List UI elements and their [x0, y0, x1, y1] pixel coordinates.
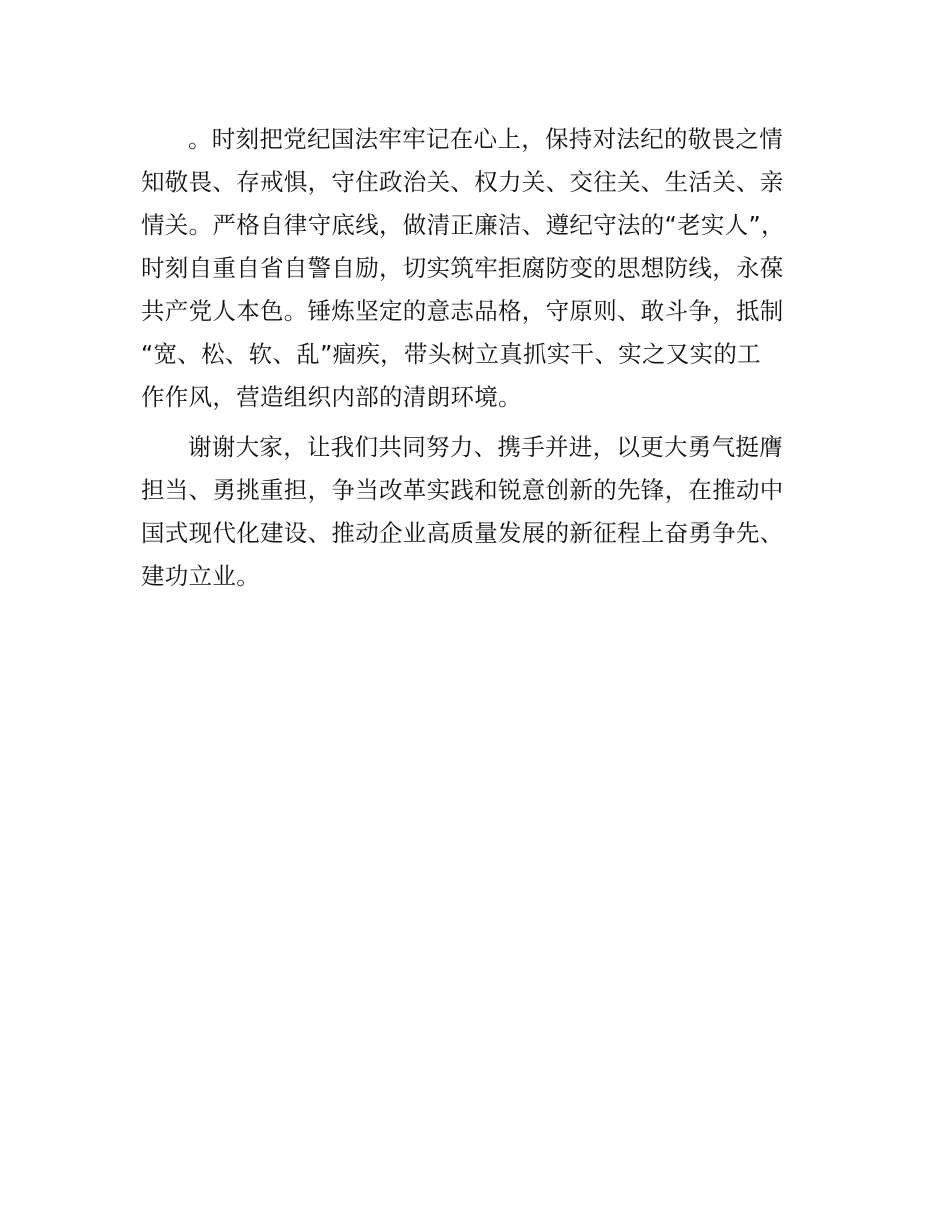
text-line: 时刻自重自省自警自励，切实筑牢拒腐防变的思想防线，永葆	[141, 254, 784, 282]
text-line: 。时刻把党纪国法牢牢记在心上，保持对法纪的敬畏之情	[188, 125, 783, 153]
text-line: 共产党人本色。锤炼坚定的意志品格，守原则、敢斗争，抵制	[141, 297, 784, 325]
text-line: 国式现代化建设、推动企业高质量发展的新征程上奋勇争先、	[141, 519, 784, 547]
text-line: 知敬畏、存戒惧，守住政治关、权力关、交往关、生活关、亲	[141, 168, 784, 196]
text-line: 建功立业。	[141, 562, 260, 590]
paragraph-closing	[141, 426, 821, 598]
text-line: “宽、松、软、乱”痼疾，带头树立真抓实干、实之又实的工	[141, 340, 761, 368]
paragraph-spacer	[141, 419, 821, 426]
text-line: 担当、勇挑重担，争当改革实践和锐意创新的先锋，在推动中	[141, 476, 784, 504]
text-line: 作作风，营造组织内部的清朗环境。	[141, 383, 522, 411]
text-line: 情关。严格自律守底线，做清正廉洁、遵纪守法的“老实人”，	[141, 211, 785, 239]
paragraph-discipline	[141, 118, 821, 419]
document-body	[141, 118, 821, 598]
text-line: 谢谢大家，让我们共同努力、携手并进，以更大勇气挺膺	[188, 433, 783, 461]
